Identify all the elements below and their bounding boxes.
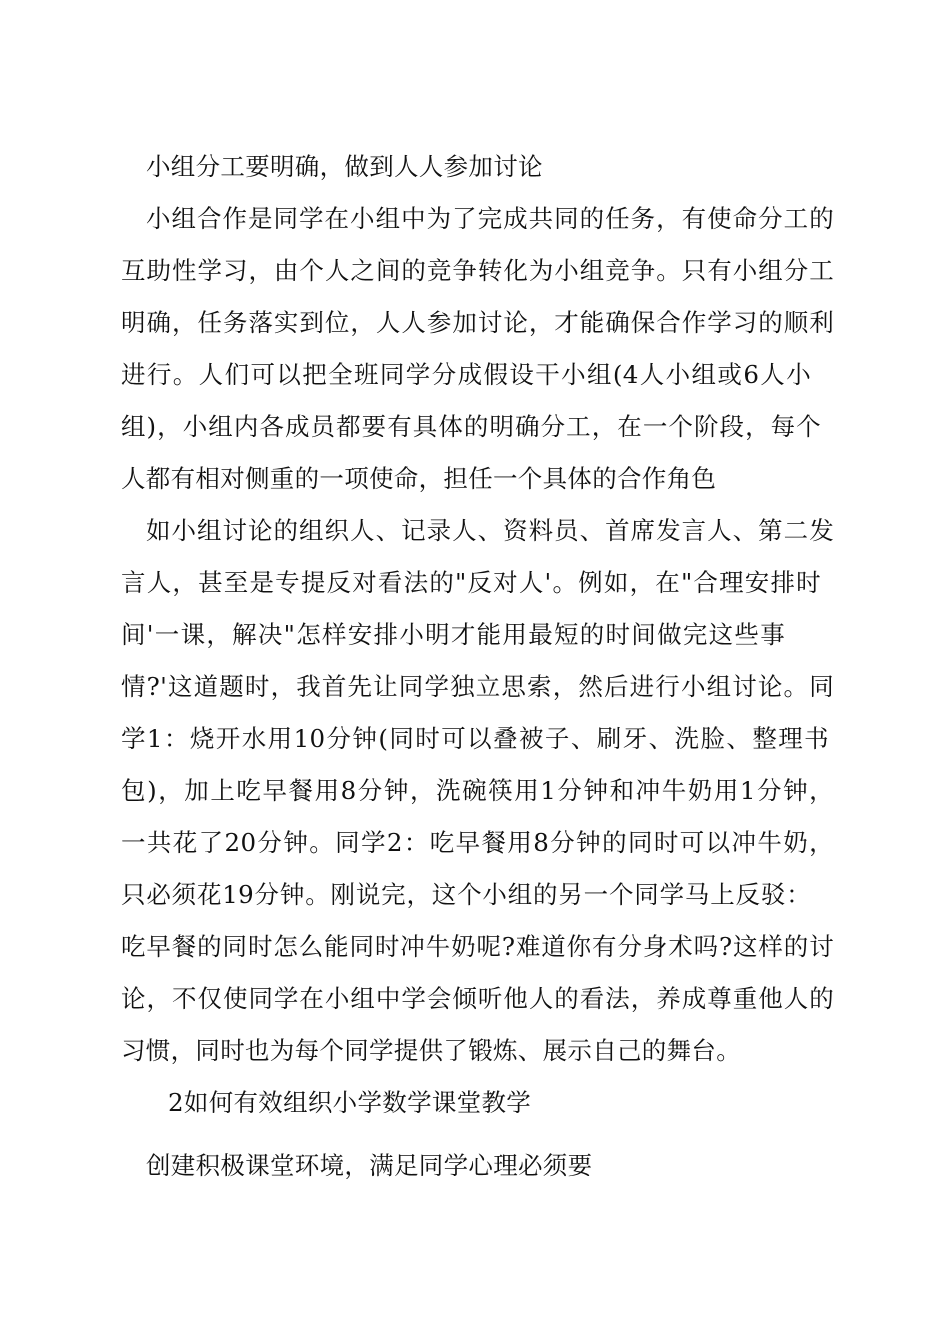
paragraph-line: 一共花了20分钟。同学2：吃早餐用8分钟的同时可以冲牛奶， [121, 828, 834, 857]
paragraph-line: 言人，甚至是专提反对看法的"反对人'。例如，在"合理安排时 [121, 568, 821, 597]
section-title: 2如何有效组织小学数学课堂教学 [168, 1088, 532, 1117]
paragraph-line: 进行。人们可以把全班同学分成假设干小组(4人小组或6人小 [121, 360, 811, 389]
paragraph-line: 学1：烧开水用10分钟(同时可以叠被子、刷牙、洗脸、整理书 [121, 724, 829, 753]
paragraph-line: 习惯，同时也为每个同学提供了锻炼、展示自己的舞台。 [121, 1036, 741, 1065]
paragraph-line: 互助性学习，由个人之间的竞争转化为小组竞争。只有小组分工 [121, 256, 834, 285]
paragraph-line: 人都有相对侧重的一项使命，担任一个具体的合作角色 [121, 464, 717, 493]
paragraph-line: 论，不仅使同学在小组中学会倾听他人的看法，养成尊重他人的 [121, 984, 834, 1013]
paragraph-line: 包)，加上吃早餐用8分钟，洗碗筷用1分钟和冲牛奶用1分钟， [121, 776, 834, 805]
paragraph-line: 组)，小组内各成员都要有具体的明确分工，在一个阶段，每个 [121, 412, 821, 441]
subheading-group-division: 小组分工要明确，做到人人参加讨论 [146, 152, 543, 181]
paragraph-line: 明确，任务落实到位，人人参加讨论，才能确保合作学习的顺利 [121, 308, 834, 337]
paragraph-line: 情?'这道题时，我首先让同学独立思索，然后进行小组讨论。同 [121, 672, 834, 701]
paragraph-line: 间'一课，解决"怎样安排小明才能用最短的时间做完这些事 [121, 620, 785, 649]
paragraph-line: 如小组讨论的组织人、记录人、资料员、首席发言人、第二发 [146, 516, 834, 545]
paragraph-line: 吃早餐的同时怎么能同时冲牛奶呢?难道你有分身术吗?这样的讨 [121, 932, 834, 961]
subheading-classroom-environment: 创建积极课堂环境，满足同学心理必须要 [146, 1151, 593, 1180]
paragraph-line: 只必须花19分钟。刚说完，这个小组的另一个同学马上反驳： [121, 880, 811, 909]
paragraph-line: 小组合作是同学在小组中为了完成共同的任务，有使命分工的 [146, 204, 834, 233]
